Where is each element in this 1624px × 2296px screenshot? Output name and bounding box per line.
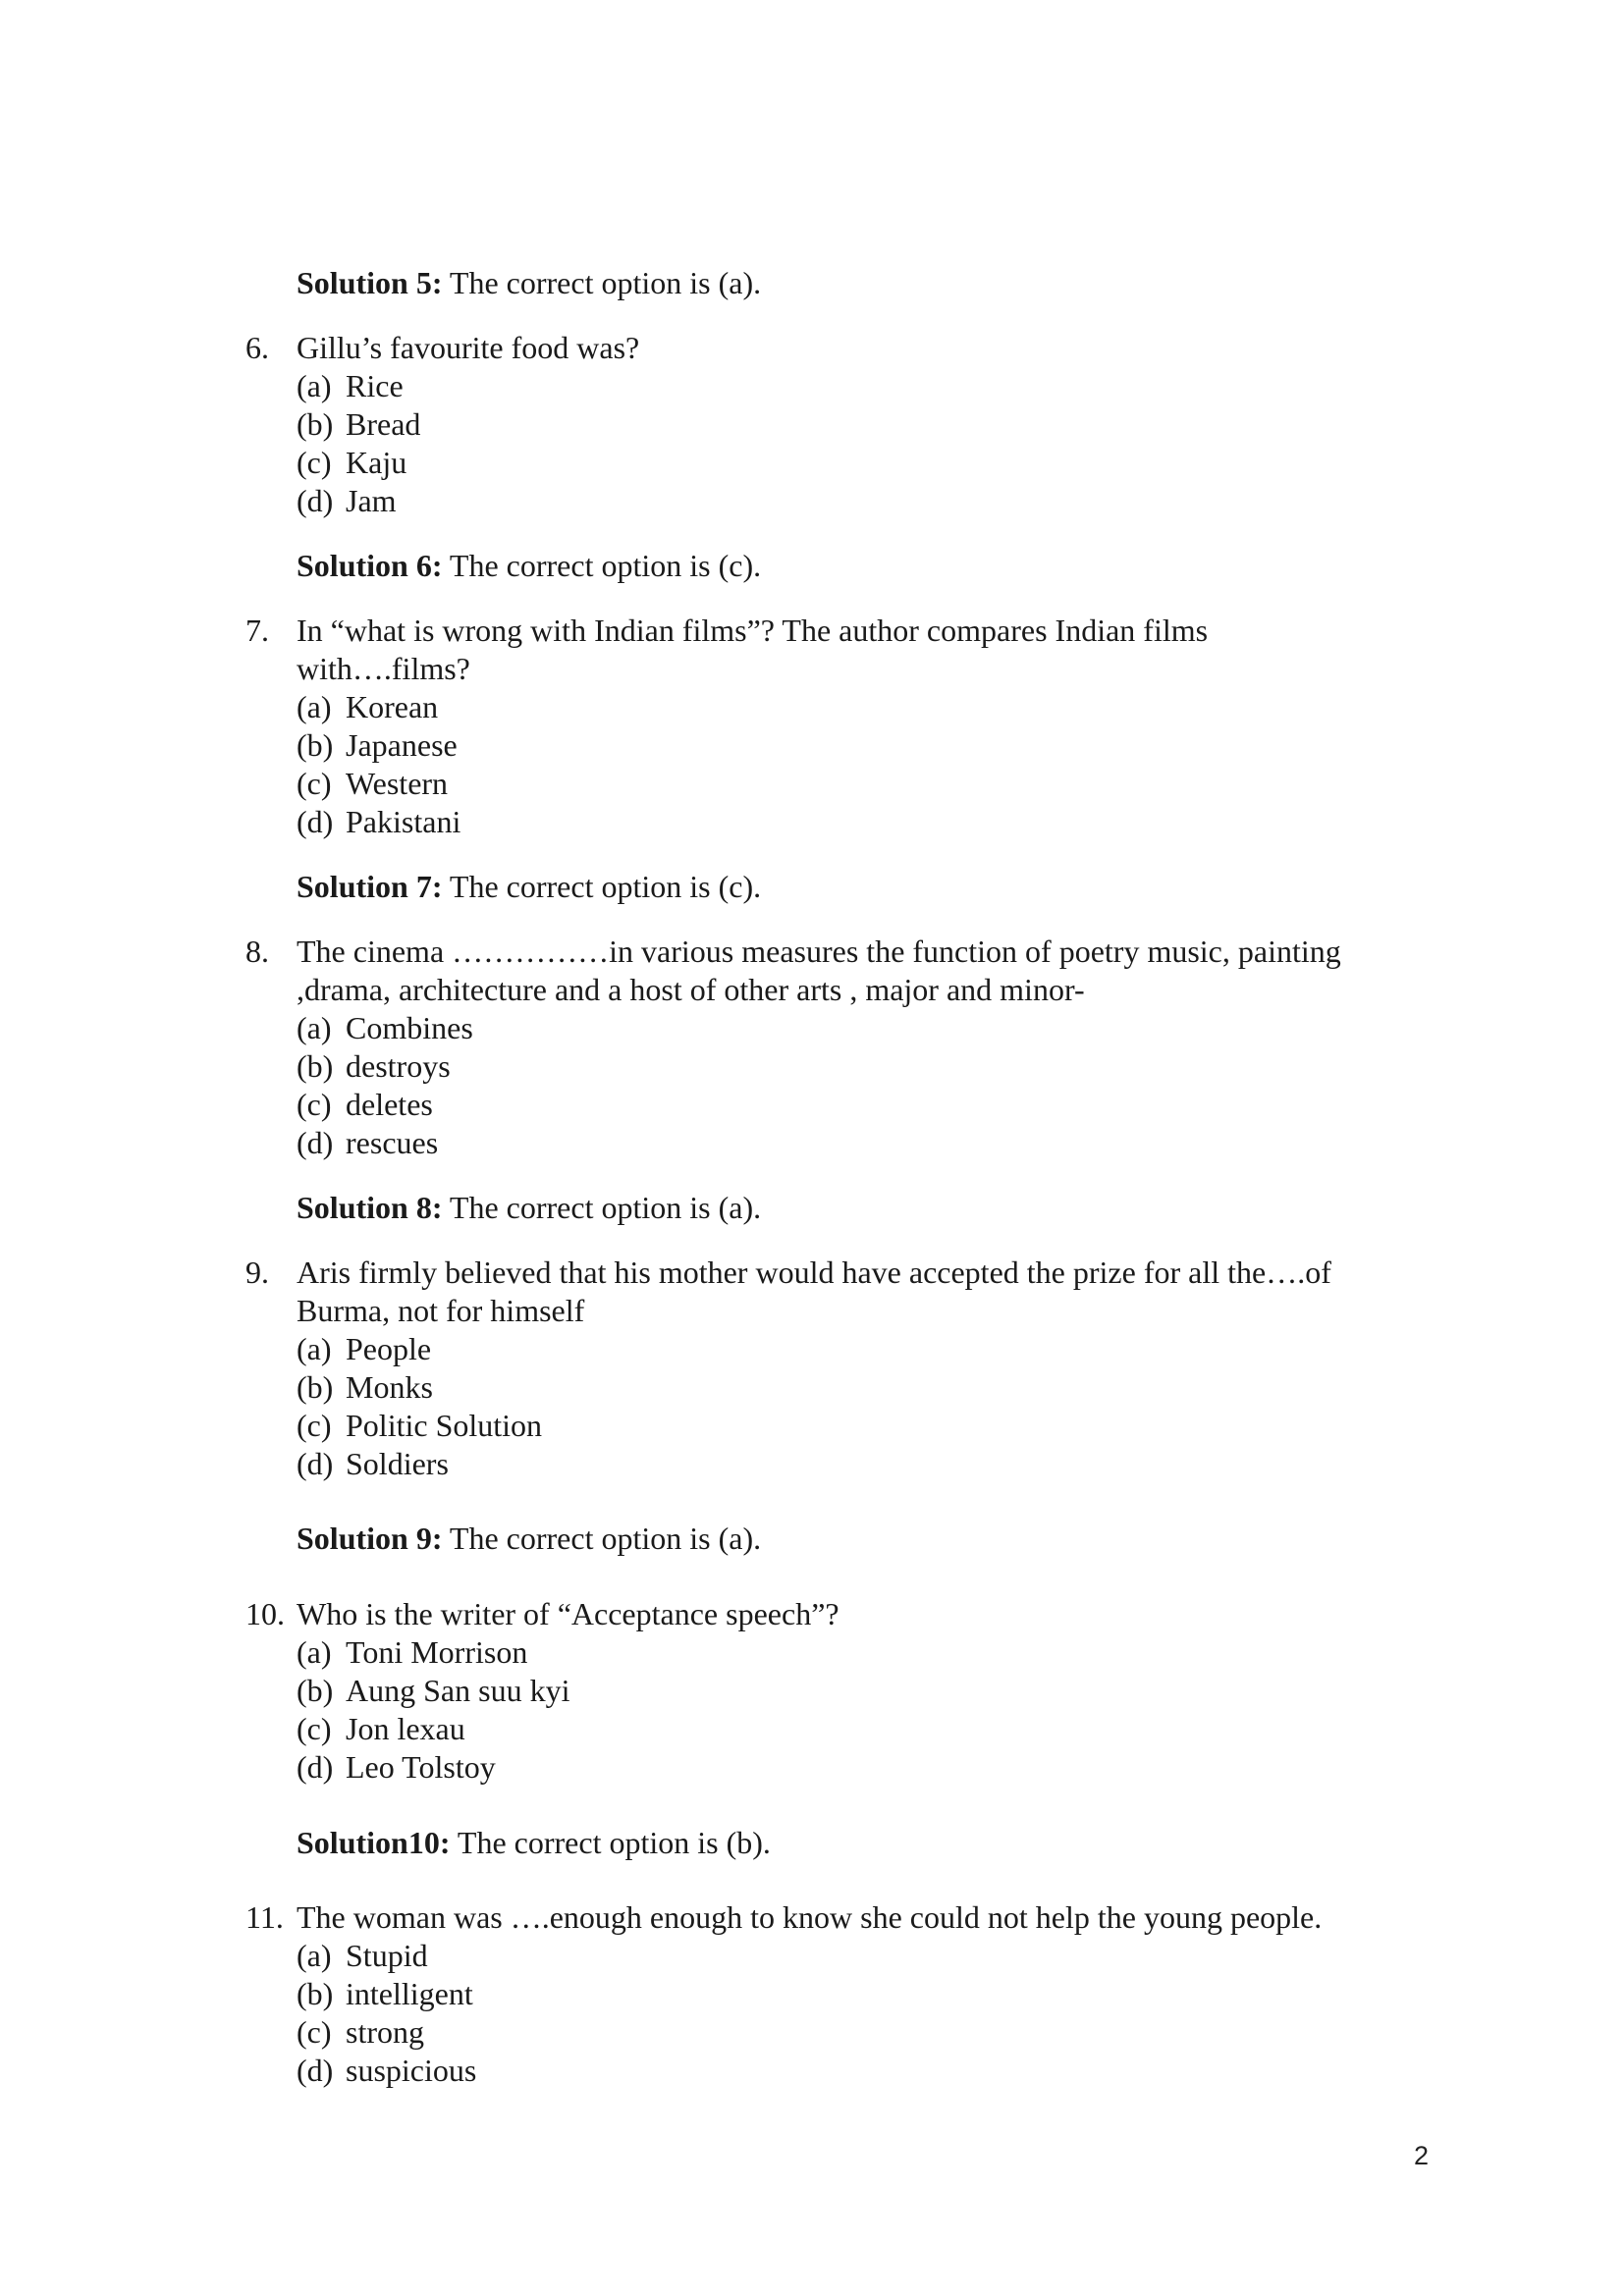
option-text: Combines (346, 1010, 473, 1045)
option-label: (d) (297, 1125, 334, 1160)
question-8-option-b (297, 1046, 451, 1086)
option-text: Jon lexau (346, 1711, 465, 1746)
option-label: (b) (297, 727, 334, 763)
option-label: (d) (297, 804, 334, 839)
question-9-option-d (297, 1444, 449, 1483)
option-label: (b) (297, 1048, 334, 1084)
option-label: (a) (297, 368, 332, 403)
option-text: suspicious (346, 2053, 477, 2088)
solution-7 (297, 867, 761, 906)
option-label: (a) (297, 1331, 332, 1366)
question-10-option-c (297, 1709, 465, 1748)
question-9-option-c (297, 1406, 542, 1445)
question-9-text-line-1: Aris firmly believed that his mother would have accepted the prize for all the….of (297, 1255, 1331, 1290)
solution-text: The correct option is (c). (442, 548, 762, 583)
question-8-option-c (297, 1085, 433, 1124)
question-10-option-b (297, 1671, 569, 1710)
solution-text: The correct option is (a). (442, 265, 762, 300)
question-10-option-a (297, 1632, 527, 1672)
option-text: strong (346, 2014, 424, 2050)
solution-6 (297, 546, 761, 585)
question-8-text-line-1: The cinema ……………in various measures the function of poetry music, painting (297, 934, 1341, 969)
question-8-option-d (297, 1123, 438, 1162)
option-label: (c) (297, 1408, 332, 1443)
question-9-number: 9. (245, 1255, 269, 1290)
solution-8 (297, 1188, 761, 1227)
solution-label: Solution 6: (297, 548, 443, 583)
option-text: Leo Tolstoy (346, 1749, 496, 1785)
option-text: Toni Morrison (346, 1634, 528, 1670)
question-6-option-b (297, 404, 420, 444)
option-label: (c) (297, 2014, 332, 2050)
option-label: (a) (297, 1634, 332, 1670)
option-label: (d) (297, 1446, 334, 1481)
question-6-option-a (297, 366, 404, 405)
option-text: People (346, 1331, 432, 1366)
question-7-option-c (297, 764, 448, 803)
question-6-text: Gillu’s favourite food was? (297, 330, 640, 365)
question-6-option-c (297, 443, 406, 482)
solution-5 (297, 263, 761, 302)
question-8-text-line-2: ,drama, architecture and a host of other arts , major and minor- (297, 972, 1085, 1007)
option-label: (b) (297, 1369, 334, 1405)
solution-label: Solution 5: (297, 265, 443, 300)
question-8-number: 8. (245, 934, 269, 969)
option-text: Aung San suu kyi (346, 1673, 570, 1708)
option-label: (c) (297, 445, 332, 480)
option-label: (b) (297, 1673, 334, 1708)
option-text: Jam (346, 483, 397, 518)
question-10-text: Who is the writer of “Acceptance speech”? (297, 1596, 839, 1631)
option-label: (c) (297, 1087, 332, 1122)
solution-text: The correct option is (a). (442, 1521, 762, 1556)
option-label: (d) (297, 2053, 334, 2088)
question-7-option-d (297, 802, 460, 841)
question-11-text: The woman was ….enough enough to know she could not help the young people. (297, 1899, 1323, 1935)
solution-10 (297, 1823, 771, 1862)
option-text: Bread (346, 406, 421, 442)
option-text: intelligent (346, 1976, 473, 2011)
option-label: (b) (297, 406, 334, 442)
option-text: Kaju (346, 445, 407, 480)
option-label: (c) (297, 766, 332, 801)
question-7-text-line-1: In “what is wrong with Indian films”? The author compares Indian films (297, 613, 1209, 648)
solution-label: Solution 8: (297, 1190, 443, 1225)
option-text: Japanese (346, 727, 458, 763)
question-10-number: 10. (245, 1596, 285, 1631)
option-text: Pakistani (346, 804, 461, 839)
option-label: (a) (297, 689, 332, 724)
question-7-option-b (297, 725, 458, 765)
question-11-option-d (297, 2051, 476, 2090)
question-6-number: 6. (245, 330, 269, 365)
question-7-option-a (297, 687, 438, 726)
option-text: rescues (346, 1125, 439, 1160)
option-text: Western (346, 766, 449, 801)
question-11-option-c (297, 2012, 424, 2052)
option-text: Rice (346, 368, 404, 403)
question-10-option-d (297, 1747, 496, 1787)
question-9-option-b (297, 1367, 433, 1407)
option-label: (d) (297, 1749, 334, 1785)
solution-text: The correct option is (a). (442, 1190, 762, 1225)
page-number: 2 (1414, 2141, 1430, 2170)
solution-text: The correct option is (b). (450, 1825, 771, 1860)
option-label: (d) (297, 483, 334, 518)
option-text: deletes (346, 1087, 433, 1122)
option-label: (a) (297, 1010, 332, 1045)
question-6-option-d (297, 481, 397, 520)
question-9-option-a (297, 1329, 431, 1368)
option-label: (c) (297, 1711, 332, 1746)
option-text: destroys (346, 1048, 451, 1084)
question-8-option-a (297, 1008, 473, 1047)
solution-label: Solution 7: (297, 869, 443, 904)
question-11-option-a (297, 1936, 428, 1975)
question-7-text-line-2: with….films? (297, 651, 470, 686)
question-9-text-line-2: Burma, not for himself (297, 1293, 585, 1328)
question-7-number: 7. (245, 613, 269, 648)
option-label: (b) (297, 1976, 334, 2011)
solution-label: Solution 9: (297, 1521, 443, 1556)
solution-text: The correct option is (c). (442, 869, 762, 904)
option-text: Stupid (346, 1938, 428, 1973)
option-text: Soldiers (346, 1446, 449, 1481)
option-text: Monks (346, 1369, 433, 1405)
solution-label: Solution10: (297, 1825, 451, 1860)
solution-9 (297, 1519, 761, 1558)
option-label: (a) (297, 1938, 332, 1973)
option-text: Korean (346, 689, 439, 724)
question-11-option-b (297, 1974, 473, 2013)
question-11-number: 11. (245, 1899, 284, 1935)
option-text: Politic Solution (346, 1408, 543, 1443)
